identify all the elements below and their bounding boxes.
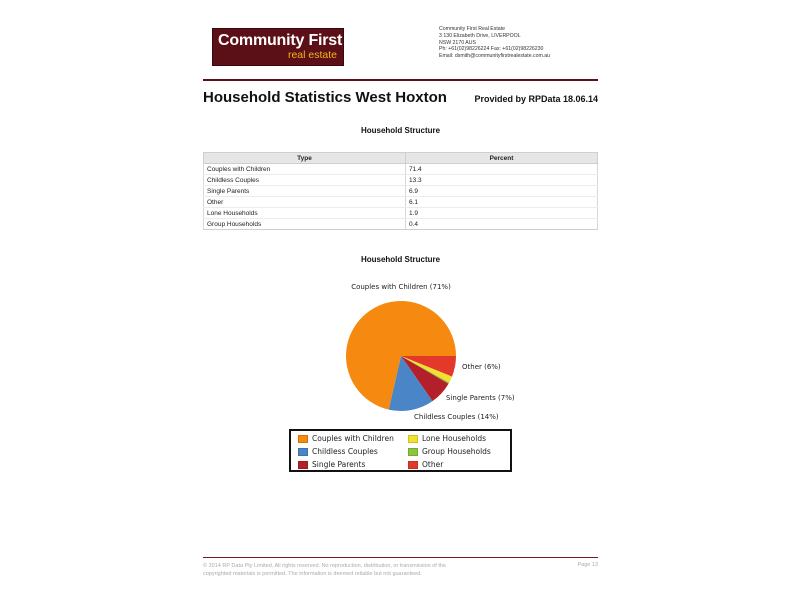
legend-label: Childless Couples <box>312 447 378 456</box>
table-header-row <box>204 153 598 164</box>
legend-item <box>298 434 394 444</box>
legend-label: Lone Households <box>422 434 486 443</box>
table-row <box>204 186 598 197</box>
table-cell-percent: 6.1 <box>406 197 598 208</box>
legend-swatch <box>408 461 418 469</box>
table-cell-percent: 1.9 <box>406 208 598 219</box>
table-cell-type: Group Households <box>204 219 406 230</box>
contact-email: Email: dsmith@communityfirstrealestate.com.au <box>439 53 551 60</box>
contact-address: 3 130 Elizabeth Drive, LIVERPOOL <box>439 32 521 39</box>
column-header-percent: Percent <box>406 153 598 164</box>
legend-item <box>408 434 486 444</box>
legend-swatch <box>408 435 418 443</box>
table-cell-type: Single Parents <box>204 186 406 197</box>
legend-swatch <box>298 448 308 456</box>
contact-company: Community First Real Estate <box>439 26 506 32</box>
legend-item <box>298 447 378 457</box>
legend-label: Other <box>422 460 444 469</box>
table-section-title: Household Structure <box>360 126 441 135</box>
table-cell-type: Childless Couples <box>204 175 406 186</box>
table-row <box>204 208 598 219</box>
header-divider <box>203 79 598 81</box>
table-row <box>204 219 598 230</box>
pie-label-childless-couples: Childless Couples (14%) <box>414 413 499 421</box>
pie-label-other: Other (6%) <box>462 363 501 371</box>
contact-state: NSW 2170 AUS <box>439 39 476 46</box>
table-row <box>204 197 598 208</box>
legend-item <box>298 460 365 470</box>
legend-swatch <box>298 461 308 469</box>
household-table <box>203 152 598 230</box>
table-row <box>204 175 598 186</box>
table-cell-percent: 71.4 <box>406 164 598 175</box>
chart-legend <box>289 429 512 472</box>
legend-label: Single Parents <box>312 460 366 469</box>
column-header-type: Type <box>204 153 406 164</box>
copyright-line: copyrighted materials is permitted. The information is deemed reliable but not guaranteed. <box>203 571 422 577</box>
table-cell-type: Lone Households <box>204 208 406 219</box>
provided-by: Provided by RPData 18.06.14 <box>474 94 598 104</box>
footer-copyright <box>203 562 446 578</box>
legend-item <box>408 447 491 457</box>
household-pie-chart <box>203 270 598 430</box>
table-cell-percent: 0.4 <box>406 219 598 230</box>
page-title: Household Statistics West Hoxton <box>203 89 447 106</box>
page-number: Page 13 <box>577 562 598 568</box>
contact-block <box>439 26 550 60</box>
footer-divider <box>203 557 598 558</box>
table-cell-type: Couples with Children <box>204 164 406 175</box>
legend-label: Couples with Children <box>312 434 394 443</box>
legend-item <box>408 460 443 470</box>
logo-title: Community First <box>218 32 343 49</box>
pie-label-single-parents: Single Parents (7%) <box>446 394 515 402</box>
table-cell-percent: 13.3 <box>406 175 598 186</box>
chart-section-title: Household Structure <box>360 255 441 264</box>
table-cell-type: Other <box>204 197 406 208</box>
legend-swatch <box>408 448 418 456</box>
contact-phone: Ph: +61(02)98226224 Fax: +61(02)98226230 <box>439 46 544 53</box>
copyright-line: © 2014 RP Data Pty Limited. All rights reserved. No reproduction, distribution, or transmission of the <box>203 563 447 569</box>
legend-swatch <box>298 435 308 443</box>
table-cell-percent: 6.9 <box>406 186 598 197</box>
legend-label: Group Households <box>422 447 491 456</box>
table-row <box>204 164 598 175</box>
logo-subtitle: real estate <box>287 49 337 61</box>
pie-label-couples-with-children: Couples with Children (71%) <box>351 283 451 291</box>
company-logo <box>212 28 344 66</box>
